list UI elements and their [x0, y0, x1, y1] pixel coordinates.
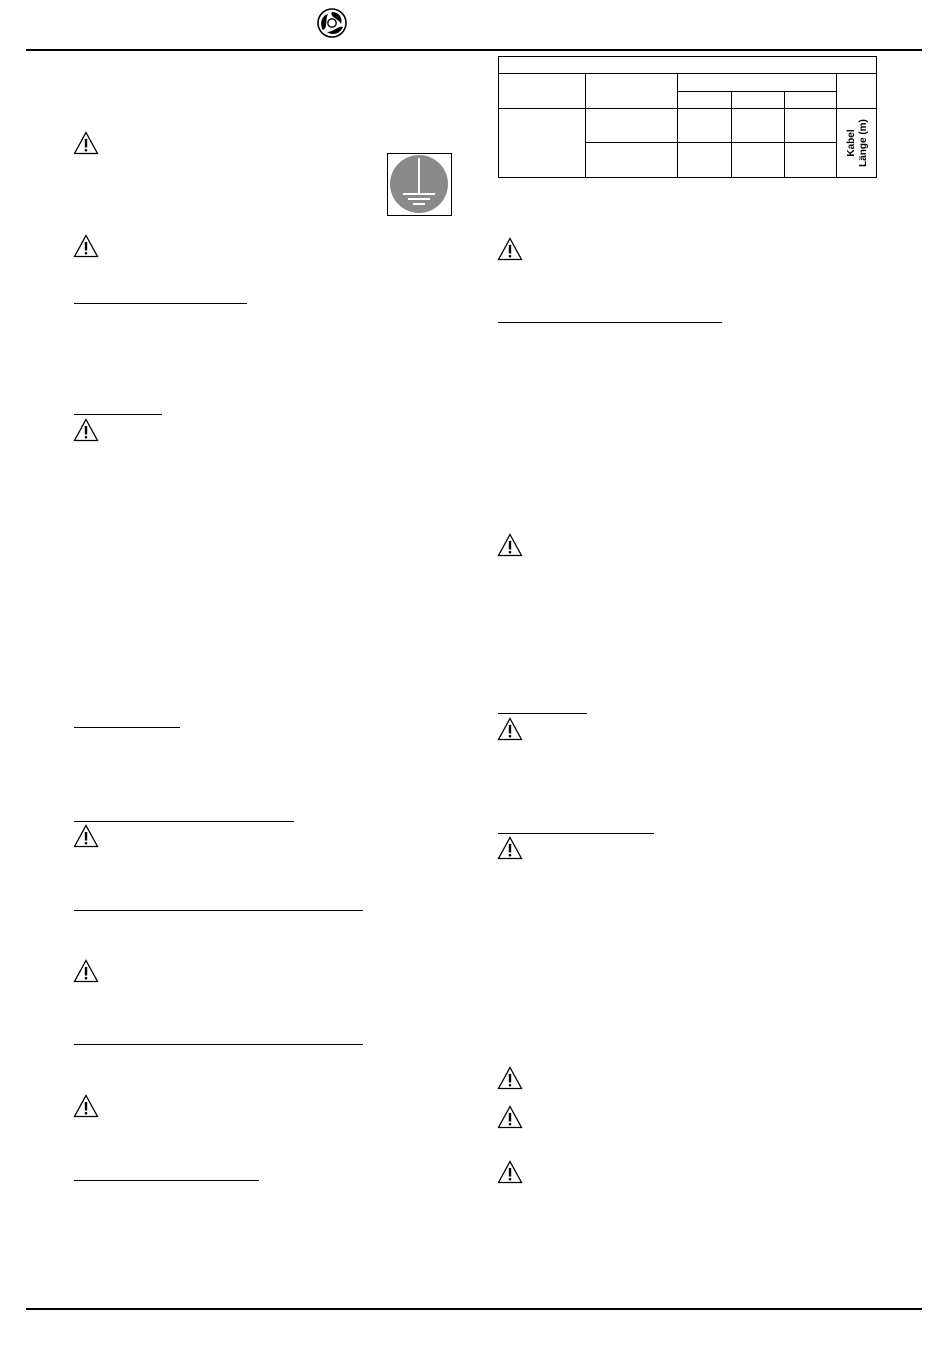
cable-length-header-cell: [836, 109, 876, 178]
header-rule: [26, 49, 922, 51]
section-heading-underline: [74, 414, 162, 415]
cable-spec-table: [498, 56, 877, 178]
warning-triangle-icon: [73, 234, 99, 258]
table-cell: [784, 109, 836, 143]
company-logo-icon: [317, 8, 347, 38]
protective-earth-symbol: [387, 153, 452, 216]
section-heading-underline: [498, 322, 722, 323]
table-cell: [784, 143, 836, 178]
warning-triangle-icon: [497, 1160, 523, 1184]
table-cell: [499, 109, 586, 178]
section-heading-underline: [74, 303, 247, 304]
warning-triangle-icon: [497, 1066, 523, 1090]
footer-rule: [26, 1308, 922, 1310]
table-header-cell: [836, 74, 876, 109]
section-heading-underline: [498, 713, 587, 714]
warning-triangle-icon: [73, 1094, 99, 1118]
warning-triangle-icon: [497, 237, 523, 261]
table-cell: [586, 109, 678, 143]
table-cell: [731, 109, 784, 143]
section-heading-underline: [74, 727, 180, 728]
section-heading-underline: [74, 1180, 259, 1181]
cable-length-label-line1: Kabel: [845, 129, 857, 157]
table-subheader-cell: [731, 92, 784, 109]
table-subheader-cell: [678, 92, 731, 109]
warning-triangle-icon: [497, 836, 523, 860]
table-subheader-cell: [784, 92, 836, 109]
section-heading-underline: [74, 910, 363, 911]
section-heading-underline: [74, 821, 294, 822]
warning-triangle-icon: [497, 717, 523, 741]
section-heading-underline: [498, 833, 654, 834]
cable-length-label-line2: Länge (m): [857, 119, 869, 167]
table-cell: [678, 109, 731, 143]
section-heading-underline: [74, 1044, 363, 1045]
table-cell: [731, 143, 784, 178]
table-cell: [678, 143, 731, 178]
protective-earth-icon: [388, 154, 450, 214]
table-title-cell: [499, 57, 877, 74]
table-header-cell: [678, 74, 836, 92]
table-cell: [586, 143, 678, 178]
warning-triangle-icon: [73, 824, 99, 848]
table-header-cell: [586, 74, 678, 109]
warning-triangle-icon: [497, 1105, 523, 1129]
warning-triangle-icon: [73, 959, 99, 983]
table-header-cell: [499, 74, 586, 109]
warning-triangle-icon: [73, 131, 99, 155]
warning-triangle-icon: [73, 418, 99, 442]
warning-triangle-icon: [497, 533, 523, 557]
